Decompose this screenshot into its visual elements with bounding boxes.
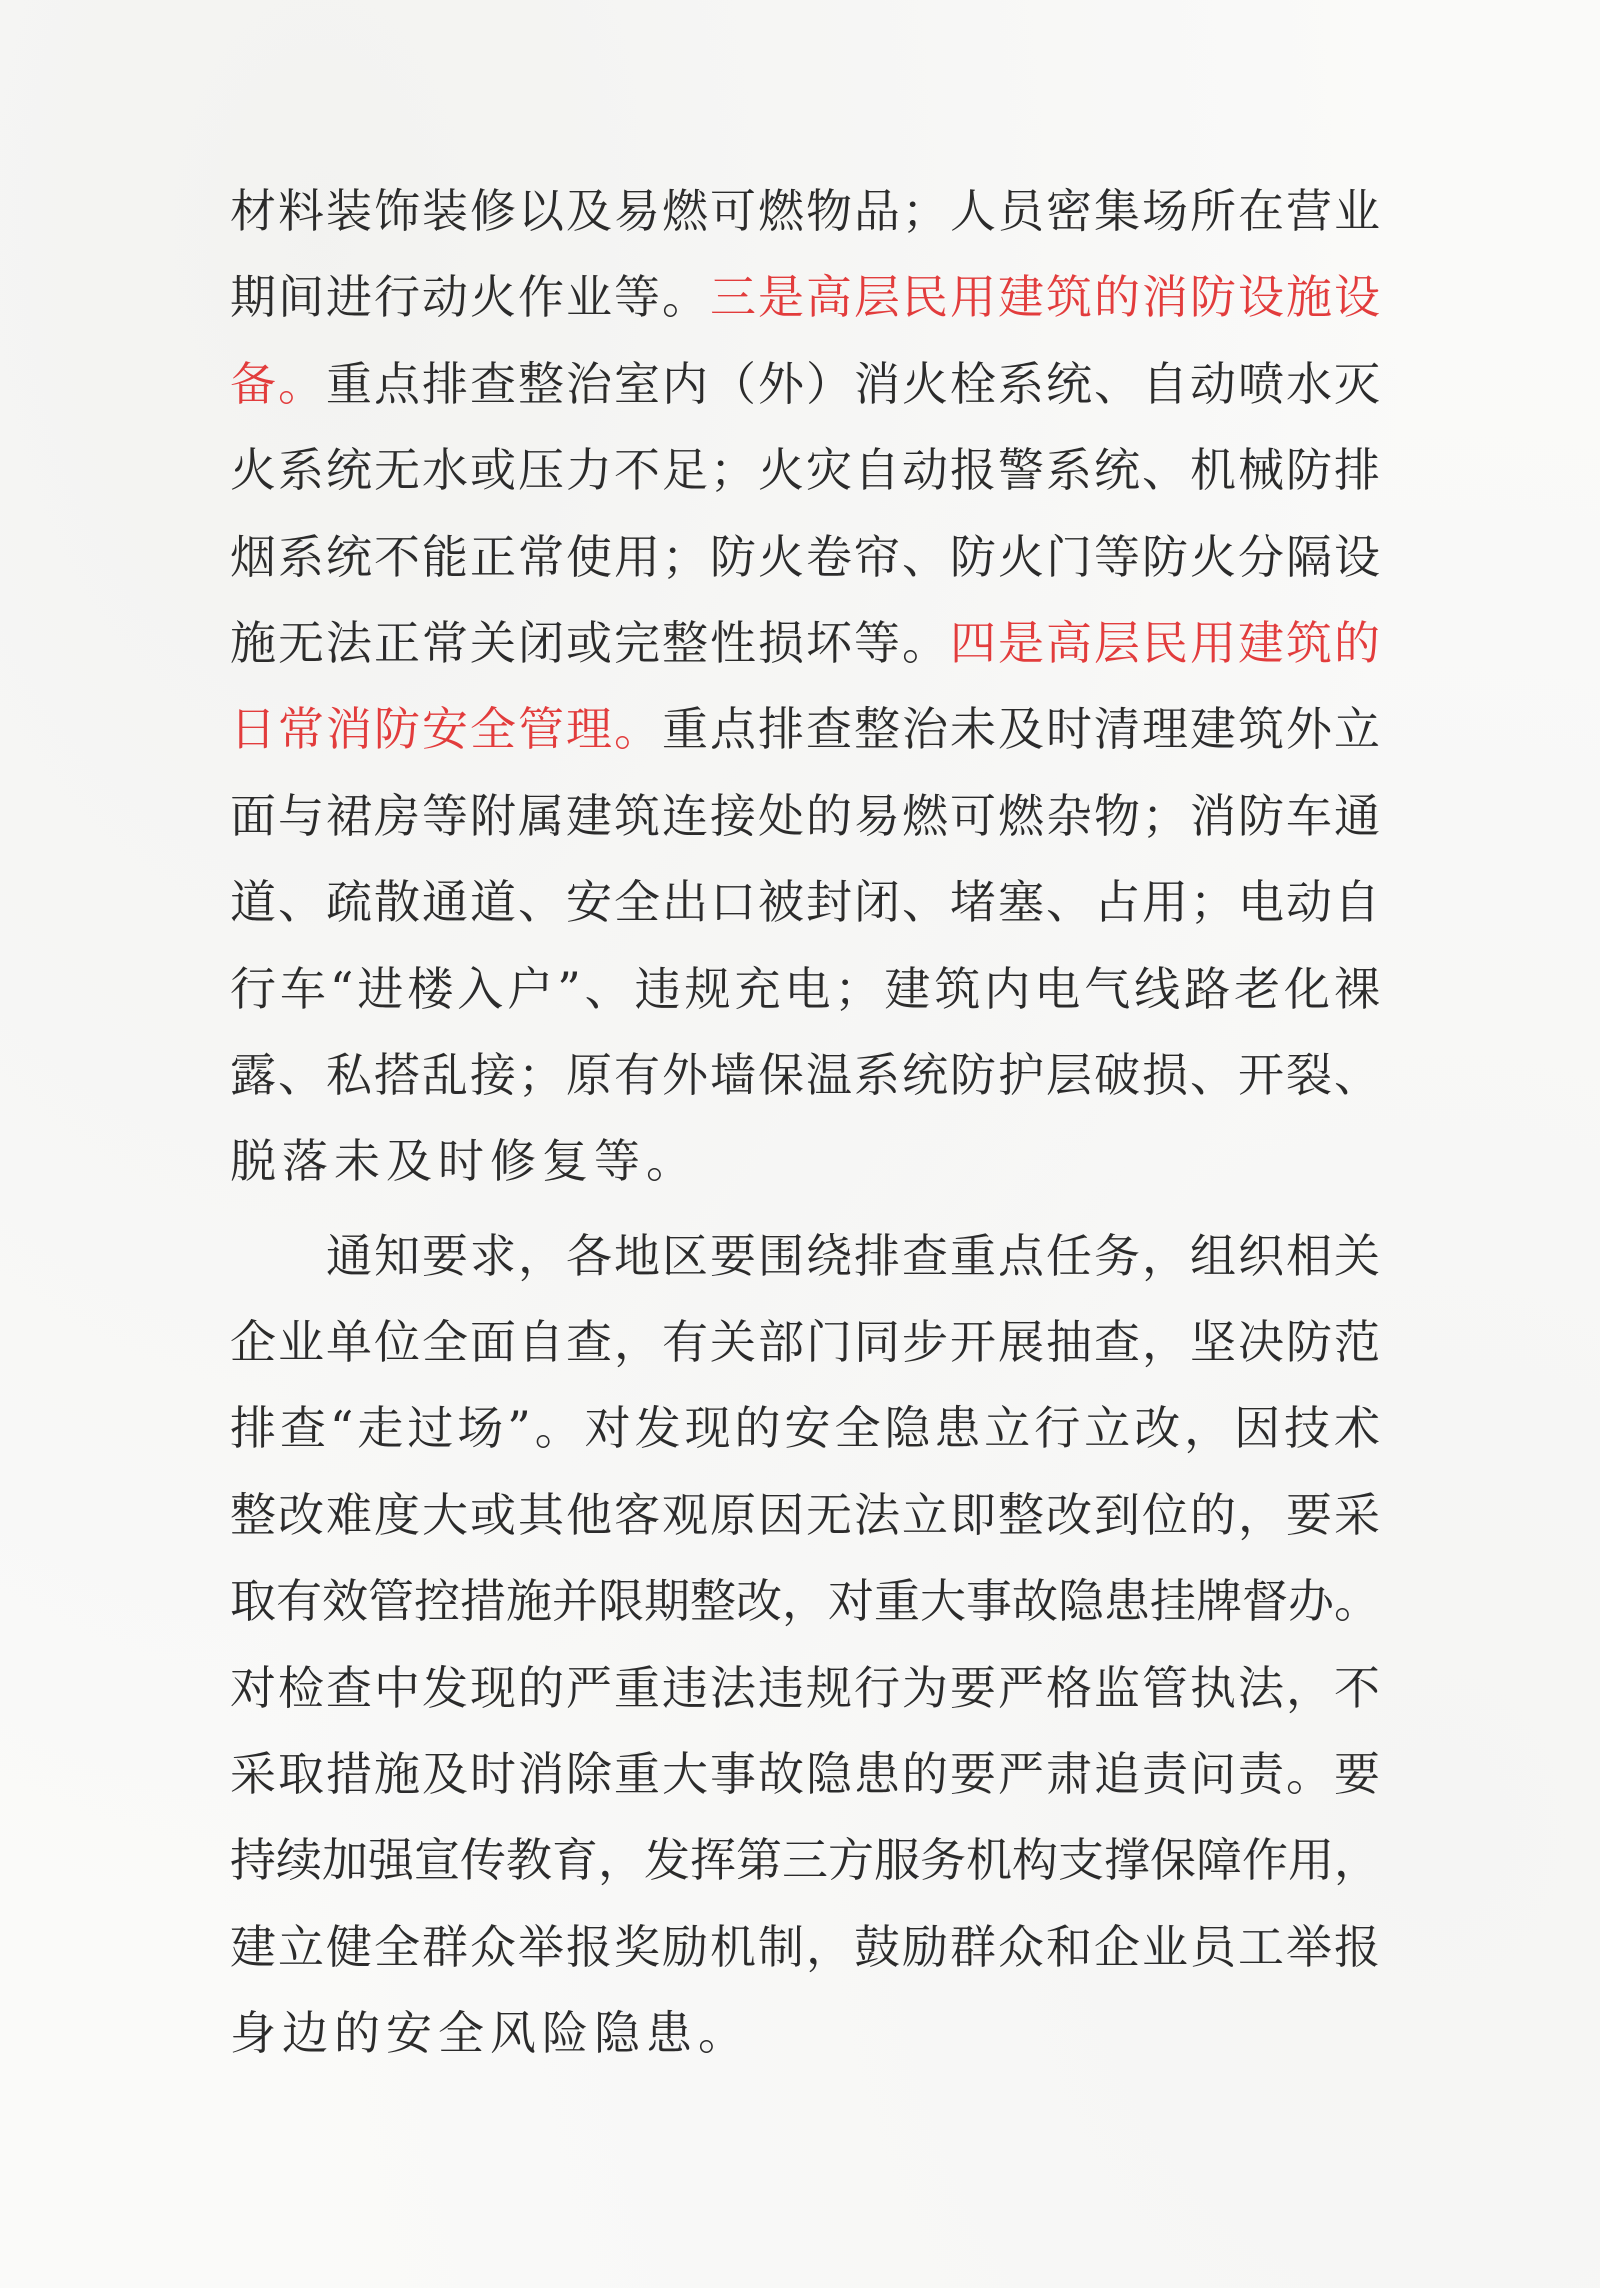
text-line xyxy=(230,1558,1380,1644)
body-text: 通知要求，各地区要围绕排查重点任务，组织相关 xyxy=(326,1228,1380,1283)
body-text: 道、疏散通道、安全出口被封闭、堵塞、占用；电动自 xyxy=(230,875,1380,930)
body-text: 行车“进楼入户”、违规充电；建筑内电气线路老化裸 xyxy=(230,961,1380,1016)
body-text: 重点排查整治室内（外）消火栓系统、自动喷水灭 xyxy=(326,356,1380,411)
document-body xyxy=(230,168,1380,2077)
text-line xyxy=(230,1118,1380,1204)
text-line xyxy=(230,1299,1380,1385)
text-line xyxy=(230,427,1380,513)
text-line xyxy=(230,1817,1380,1903)
text-line xyxy=(230,773,1380,859)
body-text: 脱落未及时修复等。 xyxy=(230,1134,698,1189)
body-text: 采取措施及时消除重大事故隐患的要严肃追责问责。要 xyxy=(230,1747,1380,1802)
text-line xyxy=(230,514,1380,600)
text-line xyxy=(230,1731,1380,1817)
body-text: 面与裙房等附属建筑连接处的易燃可燃杂物；消防车通 xyxy=(230,788,1380,843)
body-text: 排查“走过场”。对发现的安全隐患立行立改，因技术 xyxy=(230,1401,1380,1456)
text-line xyxy=(230,1032,1380,1118)
highlighted-text: 备。 xyxy=(230,356,326,411)
text-line xyxy=(230,1990,1380,2076)
body-text: 烟系统不能正常使用；防火卷帘、防火门等防火分隔设 xyxy=(230,529,1380,584)
body-text: 重点排查整治未及时清理建筑外立 xyxy=(662,702,1380,757)
text-line xyxy=(230,1385,1380,1471)
text-line xyxy=(230,341,1380,427)
highlighted-text: 三是高层民用建筑的消防设施设 xyxy=(710,270,1380,325)
text-line xyxy=(230,1904,1380,1990)
body-text: 取有效管控措施并限期整改，对重大事故隐患挂牌督办。 xyxy=(230,1574,1380,1629)
body-text: 期间进行动火作业等。 xyxy=(230,270,710,325)
text-line xyxy=(230,946,1380,1032)
body-text: 建立健全群众举报奖励机制，鼓励群众和企业员工举报 xyxy=(230,1919,1380,1974)
body-text: 对检查中发现的严重违法违规行为要严格监管执法，不 xyxy=(230,1660,1380,1715)
text-line xyxy=(230,686,1380,772)
body-text: 持续加强宣传教育，发挥第三方服务机构支撑保障作用， xyxy=(230,1833,1380,1888)
body-text: 材料装饰装修以及易燃可燃物品；人员密集场所在营业 xyxy=(230,184,1380,238)
text-line xyxy=(230,168,1380,254)
body-text: 露、私搭乱接；原有外墙保温系统防护层破损、开裂、 xyxy=(230,1047,1380,1102)
body-text: 整改难度大或其他客观原因无法立即整改到位的，要采 xyxy=(230,1487,1380,1542)
text-line xyxy=(230,1645,1380,1731)
text-line xyxy=(230,254,1380,340)
highlighted-text: 日常消防安全管理。 xyxy=(230,702,662,757)
text-line xyxy=(230,1472,1380,1558)
body-text: 企业单位全面自查，有关部门同步开展抽查，坚决防范 xyxy=(230,1315,1380,1370)
body-text: 身边的安全风险隐患。 xyxy=(230,2006,750,2061)
text-line xyxy=(230,600,1380,686)
paragraph-1 xyxy=(230,168,1380,1205)
text-line xyxy=(230,859,1380,945)
paragraph-2 xyxy=(230,1213,1380,2077)
text-line xyxy=(230,1213,1380,1299)
highlighted-text: 四是高层民用建筑的 xyxy=(950,615,1380,670)
body-text: 施无法正常关闭或完整性损坏等。 xyxy=(230,615,950,670)
body-text: 火系统无水或压力不足；火灾自动报警系统、机械防排 xyxy=(230,443,1380,498)
